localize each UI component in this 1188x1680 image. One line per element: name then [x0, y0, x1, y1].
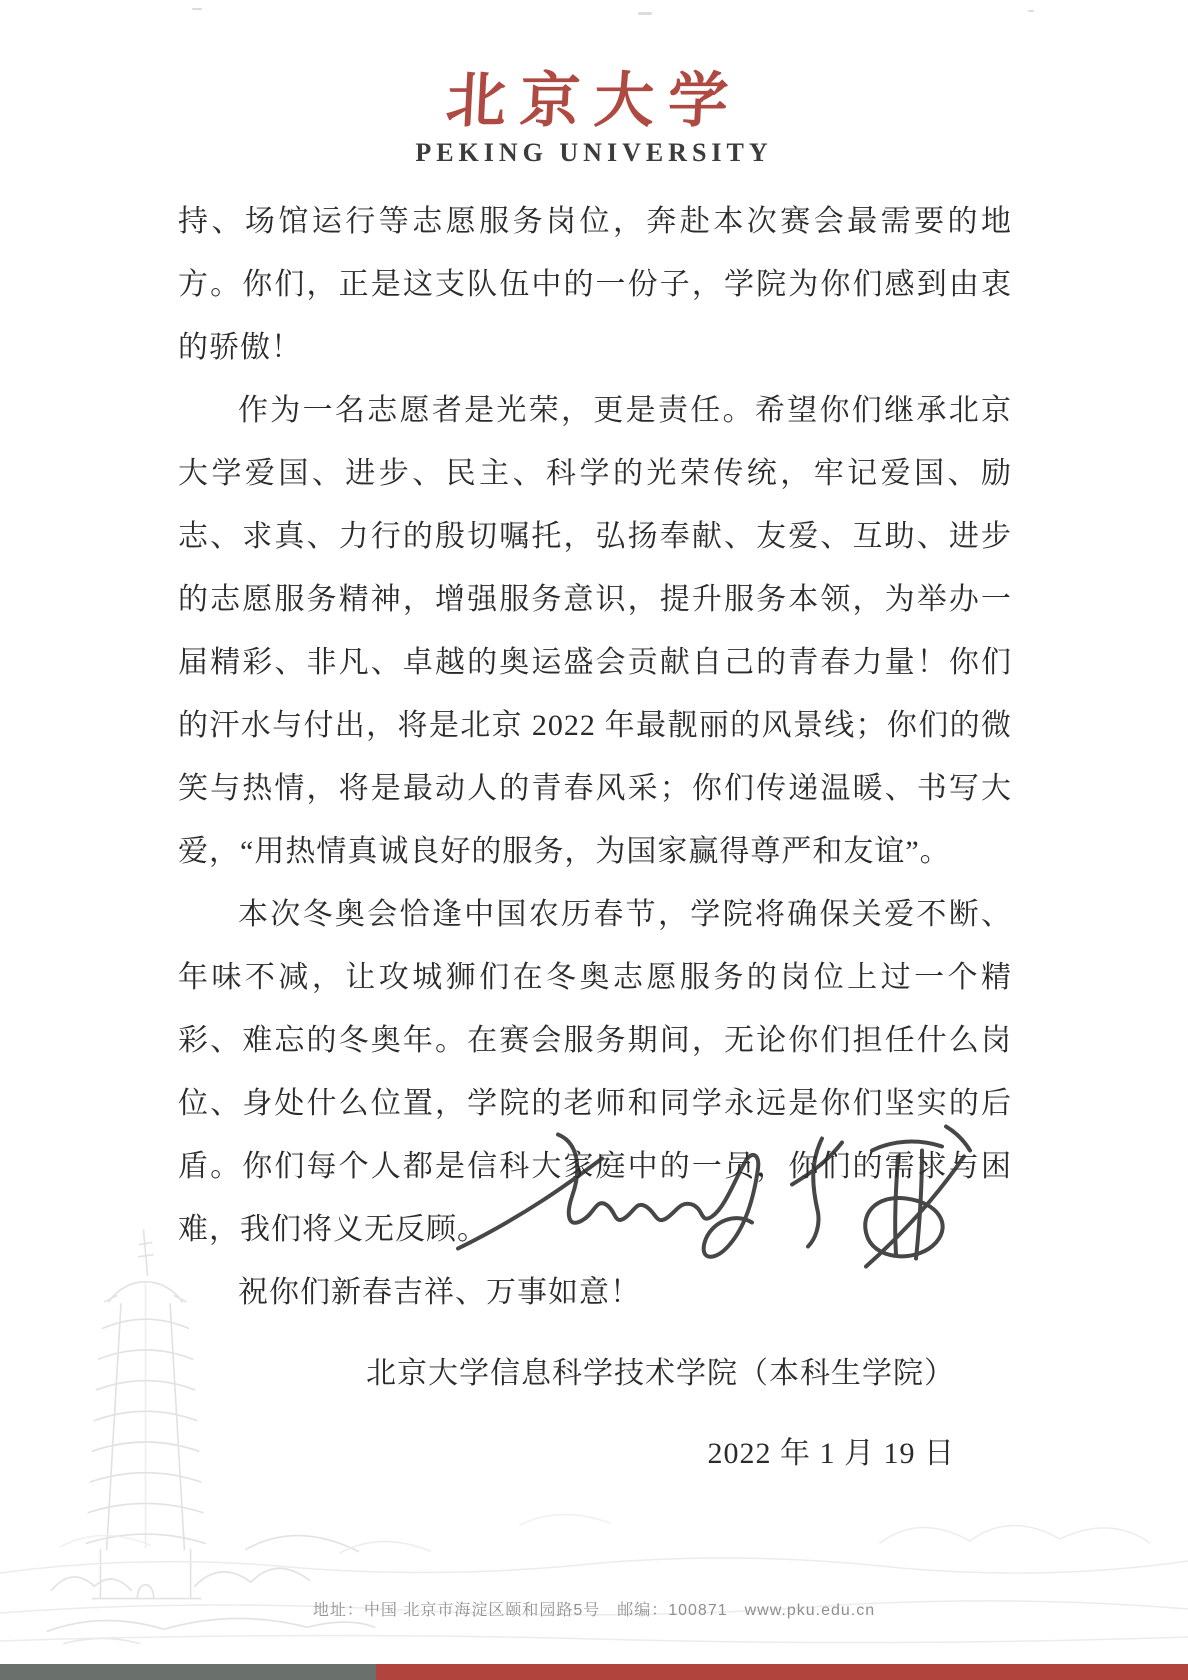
signoff-date: 2022 年 1 月 19 日 — [707, 1437, 955, 1470]
letter-paragraph: 祝你们新春吉祥、万事如意！ — [238, 1276, 641, 1309]
pku-logo-english: PEKING UNIVERSITY — [415, 138, 773, 167]
scan-speck — [192, 8, 202, 10]
pku-logo-chinese: 北京大学 — [444, 68, 744, 134]
scan-speck — [638, 12, 652, 15]
signoff-block — [366, 1348, 955, 1472]
scan-speck — [1028, 10, 1034, 12]
signature-1 — [458, 1135, 758, 1257]
letter-paragraph: 本次冬奥会恰逢中国农历春节，学院将确保关爱不断、年味不减，让攻城狮们在冬奥志愿服务的岗位上过一个精彩、难忘的冬奥年。在赛会服务期间，无论你们担任什么岗位、身处什么位置，学院的老师和同学永远是你们坚实的后盾。你们每个人都是信科大家庭中的一员，你们的需求与困难，我们将义无反顾。 — [178, 898, 1012, 1246]
letter-paragraph: 持、场馆运行等志愿服务岗位，奔赴本次赛会最需要的地方。你们，正是这支队伍中的一份子，学院为你们感到由衷的骄傲！ — [178, 205, 1012, 364]
landscape-watermark — [0, 1455, 1188, 1660]
bottom-color-bar — [0, 1664, 1188, 1680]
signoff-organization: 北京大学信息科学技术学院（本科生学院） — [366, 1357, 955, 1390]
footer-address: 地址：中国 北京市海淀区颐和园路5号 邮编：100871 www.pku.edu.cn — [312, 1602, 876, 1619]
letterhead — [0, 68, 1188, 168]
bottom-bar-gray-segment — [0, 1664, 376, 1680]
signature-2 — [792, 1127, 970, 1267]
letter-paragraph: 作为一名志愿者是光荣，更是责任。希望你们继承北京大学爱国、进步、民主、科学的光荣传统，牢记爱国、励志、求真、力行的殷切嘱托，弘扬奉献、友爱、互助、进步的志愿服务精神，增强服务意识，提升服务本领，为举办一届精彩、非凡、卓越的奥运盛会贡献自己的青春力量！你们的汗水与付出，将是北京 2022 年最靓丽的风景线；你们的微笑与热情，将是最动人的青春风采；你们传递温暖、书写大爱，“用热情真诚良好的服务，为国家赢得尊严和友谊”。 — [178, 394, 1012, 868]
signatures-block — [430, 1118, 990, 1313]
bottom-bar-red-segment — [376, 1664, 1188, 1680]
